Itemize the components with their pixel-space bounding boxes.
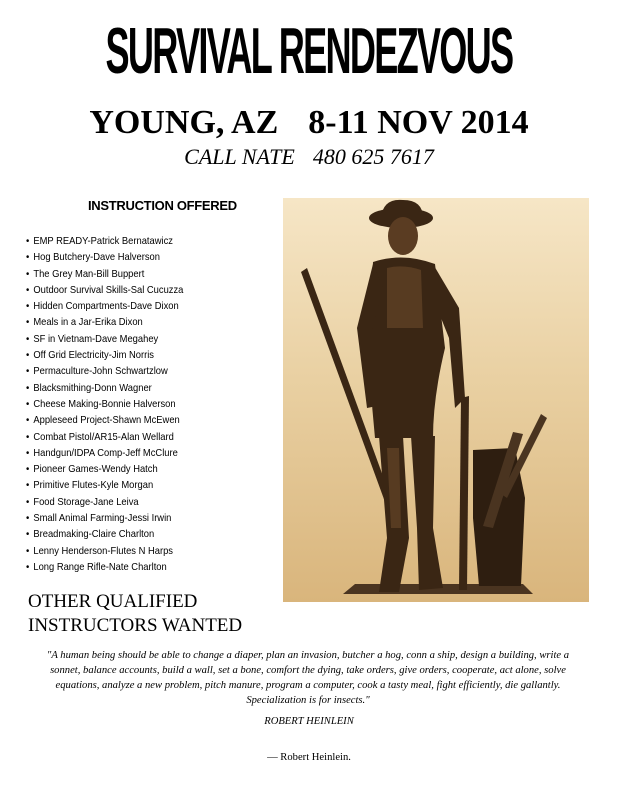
bullet: • — [26, 382, 30, 394]
course-list-item-text: Long Range Rifle-Nate Charlton — [33, 561, 167, 573]
course-list-item-text: The Grey Man-Bill Buppert — [33, 268, 145, 280]
course-list-item — [26, 299, 183, 315]
course-list-item-text: Meals in a Jar-Erika Dixon — [33, 317, 143, 329]
course-list-item — [26, 234, 183, 250]
course-list-item — [26, 348, 183, 364]
event-location: YOUNG, AZ — [89, 104, 279, 141]
course-list — [26, 234, 183, 576]
course-list-item-text: Outdoor Survival Skills-Sal Cucuzza — [33, 284, 184, 296]
course-list-item — [26, 315, 183, 331]
bullet: • — [26, 496, 30, 508]
bullet: • — [26, 268, 30, 280]
course-list-item-text: Combat Pistol/AR15-Alan Wellard — [33, 431, 174, 443]
instruction-heading: INSTRUCTION OFFERED — [88, 198, 237, 213]
bullet: • — [26, 480, 30, 492]
wanted-line-1: OTHER QUALIFIED — [28, 591, 198, 612]
event-dates: 8-11 NOV 2014 — [308, 104, 529, 141]
bullet: • — [26, 431, 30, 443]
course-list-item-text: SF in Vietnam-Dave Megahey — [33, 333, 159, 345]
course-list-item-text: Small Animal Farming-Jessi Irwin — [33, 513, 172, 525]
course-list-item-text: Lenny Henderson-Flutes N Harps — [33, 545, 173, 557]
bullet: • — [26, 447, 30, 459]
course-list-item-text: Pioneer Games-Wendy Hatch — [33, 464, 158, 476]
course-list-item — [26, 560, 183, 576]
course-list-item — [26, 413, 183, 429]
course-list-item-text: Appleseed Project-Shawn McEwen — [33, 415, 180, 427]
course-list-item — [26, 267, 183, 283]
course-list-item-text: Blacksmithing-Donn Wagner — [33, 382, 152, 394]
contact-label: CALL NATE — [184, 144, 295, 169]
quote-author: ROBERT HEINLEIN — [264, 716, 354, 727]
course-list-item-text: Handgun/IDPA Comp-Jeff McClure — [33, 447, 178, 459]
bullet: • — [26, 366, 30, 378]
bullet: • — [26, 464, 30, 476]
statue-illustration — [283, 198, 589, 602]
bullet: • — [26, 317, 30, 329]
bullet: • — [26, 529, 30, 541]
course-list-item-text: Permaculture-John Schwartzlow — [33, 366, 168, 378]
bullet: • — [26, 301, 30, 313]
course-list-item — [26, 397, 183, 413]
course-list-item — [26, 332, 183, 348]
course-list-item-text: Breadmaking-Claire Charlton — [33, 529, 155, 541]
bullet: • — [26, 252, 30, 264]
event-location-dates — [0, 104, 618, 142]
course-list-item — [26, 462, 183, 478]
course-list-item-text: Primitive Flutes-Kyle Morgan — [33, 480, 154, 492]
course-list-item — [26, 283, 183, 299]
course-list-item — [26, 381, 183, 397]
course-list-item — [26, 495, 183, 511]
course-list-item — [26, 544, 183, 560]
course-list-item-text: Cheese Making-Bonnie Halverson — [33, 398, 176, 410]
course-list-item — [26, 527, 183, 543]
quote-attribution: — Robert Heinlein. — [267, 752, 351, 763]
bullet: • — [26, 350, 30, 362]
course-list-item — [26, 430, 183, 446]
poster-title: SURVIVAL RENDEZVOUS — [105, 14, 513, 87]
bullet: • — [26, 398, 30, 410]
bullet: • — [26, 236, 30, 247]
course-list-item-text: Off Grid Electricity-Jim Norris — [33, 350, 154, 362]
bullet: • — [26, 513, 30, 525]
bullet: • — [26, 561, 30, 573]
course-list-item-text: Hidden Compartments-Dave Dixon — [33, 301, 179, 313]
wanted-line-2: INSTRUCTORS WANTED — [28, 615, 243, 636]
contact-line — [0, 144, 618, 170]
course-list-item — [26, 478, 183, 494]
wanted-notice — [28, 590, 242, 638]
course-list-item-text: Hog Butchery-Dave Halverson — [33, 252, 160, 264]
bullet: • — [26, 284, 30, 296]
course-list-item — [26, 511, 183, 527]
bullet: • — [26, 415, 30, 427]
course-list-item — [26, 446, 183, 462]
contact-phone: 480 625 7617 — [312, 144, 434, 169]
bullet: • — [26, 333, 30, 345]
heinlein-quote: "A human being should be able to change a diaper, plan an invasion, butcher a hog, conn a ship, design a building, write a sonnet, balance accounts, build a wall, set a bone, comfort the dying, take orders, give orders, cooperate, act alone, solve equations, analyze a new problem, pitch manure, program a computer, cook a tasty meal, fight efficiently, die gallantly. Specialization is for insects." — [46, 650, 570, 706]
minuteman-statue-photo — [283, 198, 589, 602]
course-list-item-text: EMP READY-Patrick Bernatawicz — [33, 236, 173, 247]
course-list-item-text: Food Storage-Jane Leiva — [33, 496, 139, 508]
course-list-item — [26, 364, 183, 380]
bullet: • — [26, 545, 30, 557]
course-list-item — [26, 250, 183, 266]
